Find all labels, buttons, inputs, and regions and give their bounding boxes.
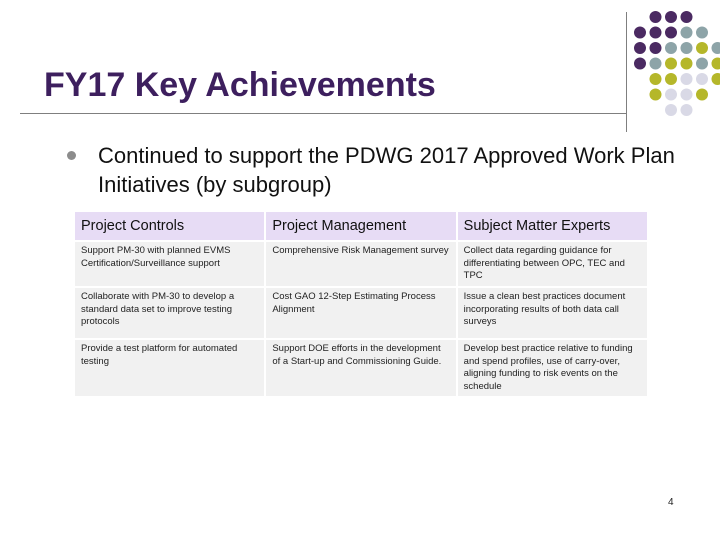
decorative-dot — [650, 73, 662, 85]
decorative-dot — [650, 11, 662, 23]
decorative-dot — [634, 58, 646, 70]
table-row — [75, 242, 647, 286]
table-cell: Collaborate with PM-30 to develop a standard data set to improve testing protocols — [75, 288, 264, 338]
decorative-dot — [696, 27, 708, 39]
decorative-dot — [696, 89, 708, 101]
table-cell: Issue a clean best practices document incorporating results of both data call surveys — [458, 288, 647, 338]
decorative-dot — [696, 58, 708, 70]
decorative-dot — [696, 73, 708, 85]
decorative-dot — [681, 73, 693, 85]
header-subject-matter-experts: Subject Matter Experts — [458, 212, 647, 240]
page-number: 4 — [668, 497, 674, 508]
decorative-dot — [696, 42, 708, 54]
decorative-dot — [681, 104, 693, 116]
decorative-dot — [665, 27, 677, 39]
table-cell: Provide a test platform for automated testing — [75, 340, 264, 396]
header-project-controls: Project Controls — [75, 212, 264, 240]
decorative-dot — [650, 42, 662, 54]
decorative-dot — [681, 42, 693, 54]
table-cell: Comprehensive Risk Management survey — [266, 242, 455, 286]
decorative-dot — [712, 58, 720, 70]
decorative-dot — [681, 11, 693, 23]
decorative-dot — [650, 89, 662, 101]
dot-grid-decoration — [0, 0, 720, 130]
decorative-dot — [665, 104, 677, 116]
decorative-dot — [665, 42, 677, 54]
decorative-dot — [650, 27, 662, 39]
decorative-dot — [681, 89, 693, 101]
achievements-table — [73, 210, 649, 398]
table-cell: Develop best practice relative to funding and spend profiles, use of carry-over, aligning funding to risk events on the schedule — [458, 340, 647, 396]
decorative-dot — [712, 42, 720, 54]
decorative-dot — [665, 11, 677, 23]
table-row — [75, 340, 647, 396]
title-underline — [20, 113, 626, 114]
slide-title: FY17 Key Achievements — [44, 66, 436, 104]
vertical-rule — [626, 12, 627, 132]
bullet-icon — [67, 151, 76, 160]
table-cell: Support DOE efforts in the development of a Start-up and Commissioning Guide. — [266, 340, 455, 396]
decorative-dot — [634, 27, 646, 39]
decorative-dot — [681, 27, 693, 39]
decorative-dot — [712, 73, 720, 85]
decorative-dot — [665, 89, 677, 101]
table-cell: Support PM-30 with planned EVMS Certification/Surveillance support — [75, 242, 264, 286]
header-project-management: Project Management — [266, 212, 455, 240]
table-cell: Collect data regarding guidance for differentiating between OPC, TEC and TPC — [458, 242, 647, 286]
bullet-text: Continued to support the PDWG 2017 Approved Work Plan Initiatives (by subgroup) — [98, 143, 675, 197]
decorative-dot — [634, 42, 646, 54]
table-row — [75, 288, 647, 338]
table-header-row — [75, 212, 647, 240]
decorative-dot — [650, 58, 662, 70]
decorative-dot — [665, 58, 677, 70]
decorative-dot — [665, 73, 677, 85]
table-cell: Cost GAO 12-Step Estimating Process Alignment — [266, 288, 455, 338]
decorative-dot — [681, 58, 693, 70]
